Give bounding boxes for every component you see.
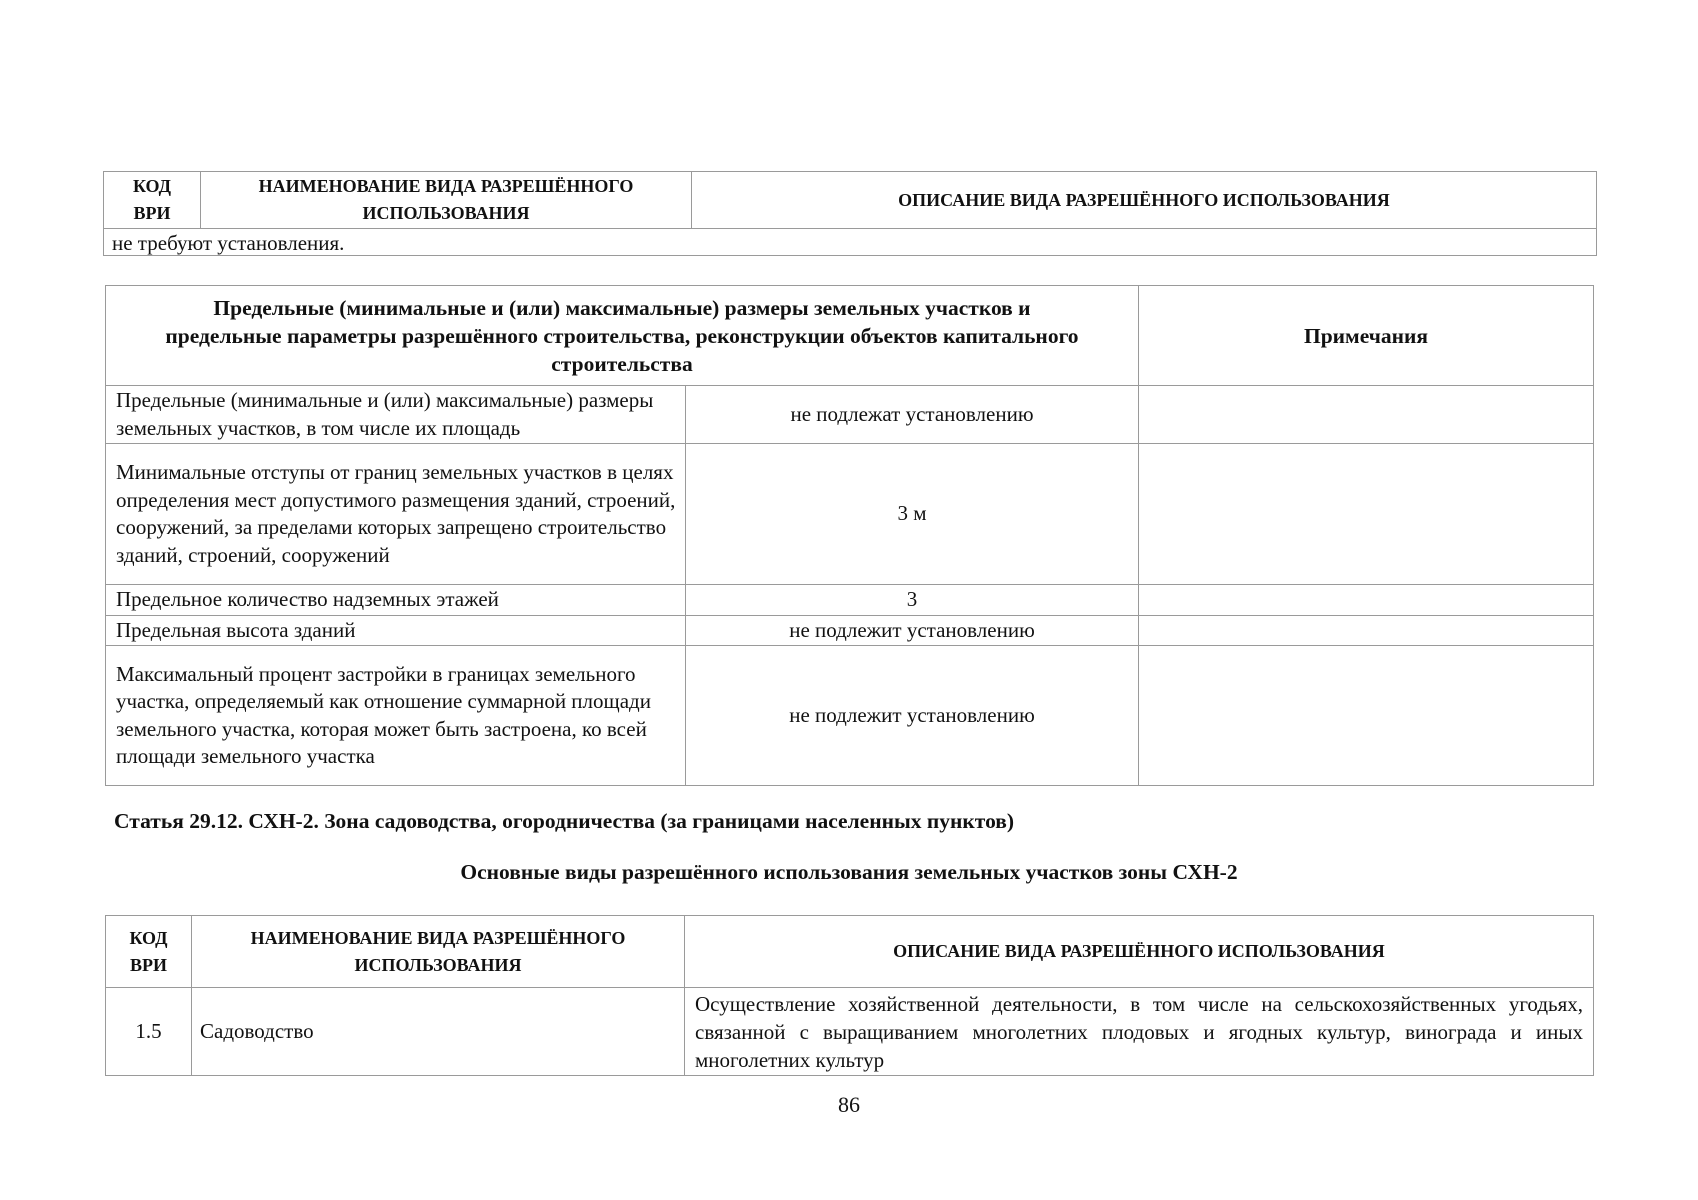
param-note: [1139, 585, 1594, 616]
row-code: 1.5: [106, 988, 192, 1076]
param-value: не подлежат установлению: [686, 386, 1139, 444]
parameters-table: [105, 285, 1594, 786]
row-name: Садоводство: [192, 988, 685, 1076]
header-description: ОПИСАНИЕ ВИДА РАЗРЕШЁННОГО ИСПОЛЬЗОВАНИЯ: [685, 916, 1594, 988]
param-value: не подлежит установлению: [686, 615, 1139, 646]
param-label: Максимальный процент застройки в границах земельного участка, определяемый как отношение суммарной площади земельного участка, которая может быть застроена, ко всей площади земельного участка: [106, 646, 686, 786]
row-description: Осуществление хозяйственной деятельности, в том числе на сельскохозяйственных угодьях, связанной с выращиванием многолетних плодовых и ягодных культур, винограда и иных многолетних культур: [685, 988, 1594, 1076]
table-row: [106, 386, 1594, 444]
table-row: [106, 444, 1594, 585]
table-row: [106, 646, 1594, 786]
land-use-table-continued: [103, 171, 1597, 256]
param-value: 3 м: [686, 444, 1139, 585]
header-name: НАИМЕНОВАНИЕ ВИДА РАЗРЕШЁННОГО ИСПОЛЬЗОВАНИЯ: [192, 916, 685, 988]
page-number: 86: [838, 1092, 860, 1117]
table-row: [106, 615, 1594, 646]
param-note: [1139, 444, 1594, 585]
param-label: Минимальные отступы от границ земельных участков в целях определения мест допустимого размещения зданий, строений, сооружений, за пределами которых запрещено строительство зданий, строений, сооружений: [106, 444, 686, 585]
param-label: Предельная высота зданий: [106, 615, 686, 646]
header-name: НАИМЕНОВАНИЕ ВИДА РАЗРЕШЁННОГО ИСПОЛЬЗОВАНИЯ: [201, 172, 692, 229]
article-title: Статья 29.12. СХН-2. Зона садоводства, огородничества (за границами населенных пунктов): [114, 809, 1015, 833]
table-row: [106, 988, 1594, 1076]
continuation-text: не требуют установления.: [104, 229, 1597, 256]
param-note: [1139, 386, 1594, 444]
param-label: Предельное количество надземных этажей: [106, 585, 686, 616]
param-value: не подлежит установлению: [686, 646, 1139, 786]
header-description: ОПИСАНИЕ ВИДА РАЗРЕШЁННОГО ИСПОЛЬЗОВАНИЯ: [692, 172, 1597, 229]
header-code: КОД ВРИ: [104, 172, 201, 229]
param-label: Предельные (минимальные и (или) максимальные) размеры земельных участков, в том числе их площадь: [106, 386, 686, 444]
header-parameters: Предельные (минимальные и (или) максимальные) размеры земельных участков и предельные параметры разрешённого строительства, реконструкции объектов капитального строительства: [106, 286, 1139, 386]
param-note: [1139, 646, 1594, 786]
land-use-table: [105, 915, 1594, 1076]
table-row: [106, 585, 1594, 616]
param-note: [1139, 615, 1594, 646]
param-value: 3: [686, 585, 1139, 616]
header-code: КОД ВРИ: [106, 916, 192, 988]
section-title: Основные виды разрешённого использования земельных участков зоны СХН-2: [460, 860, 1238, 884]
header-notes: Примечания: [1139, 286, 1594, 386]
